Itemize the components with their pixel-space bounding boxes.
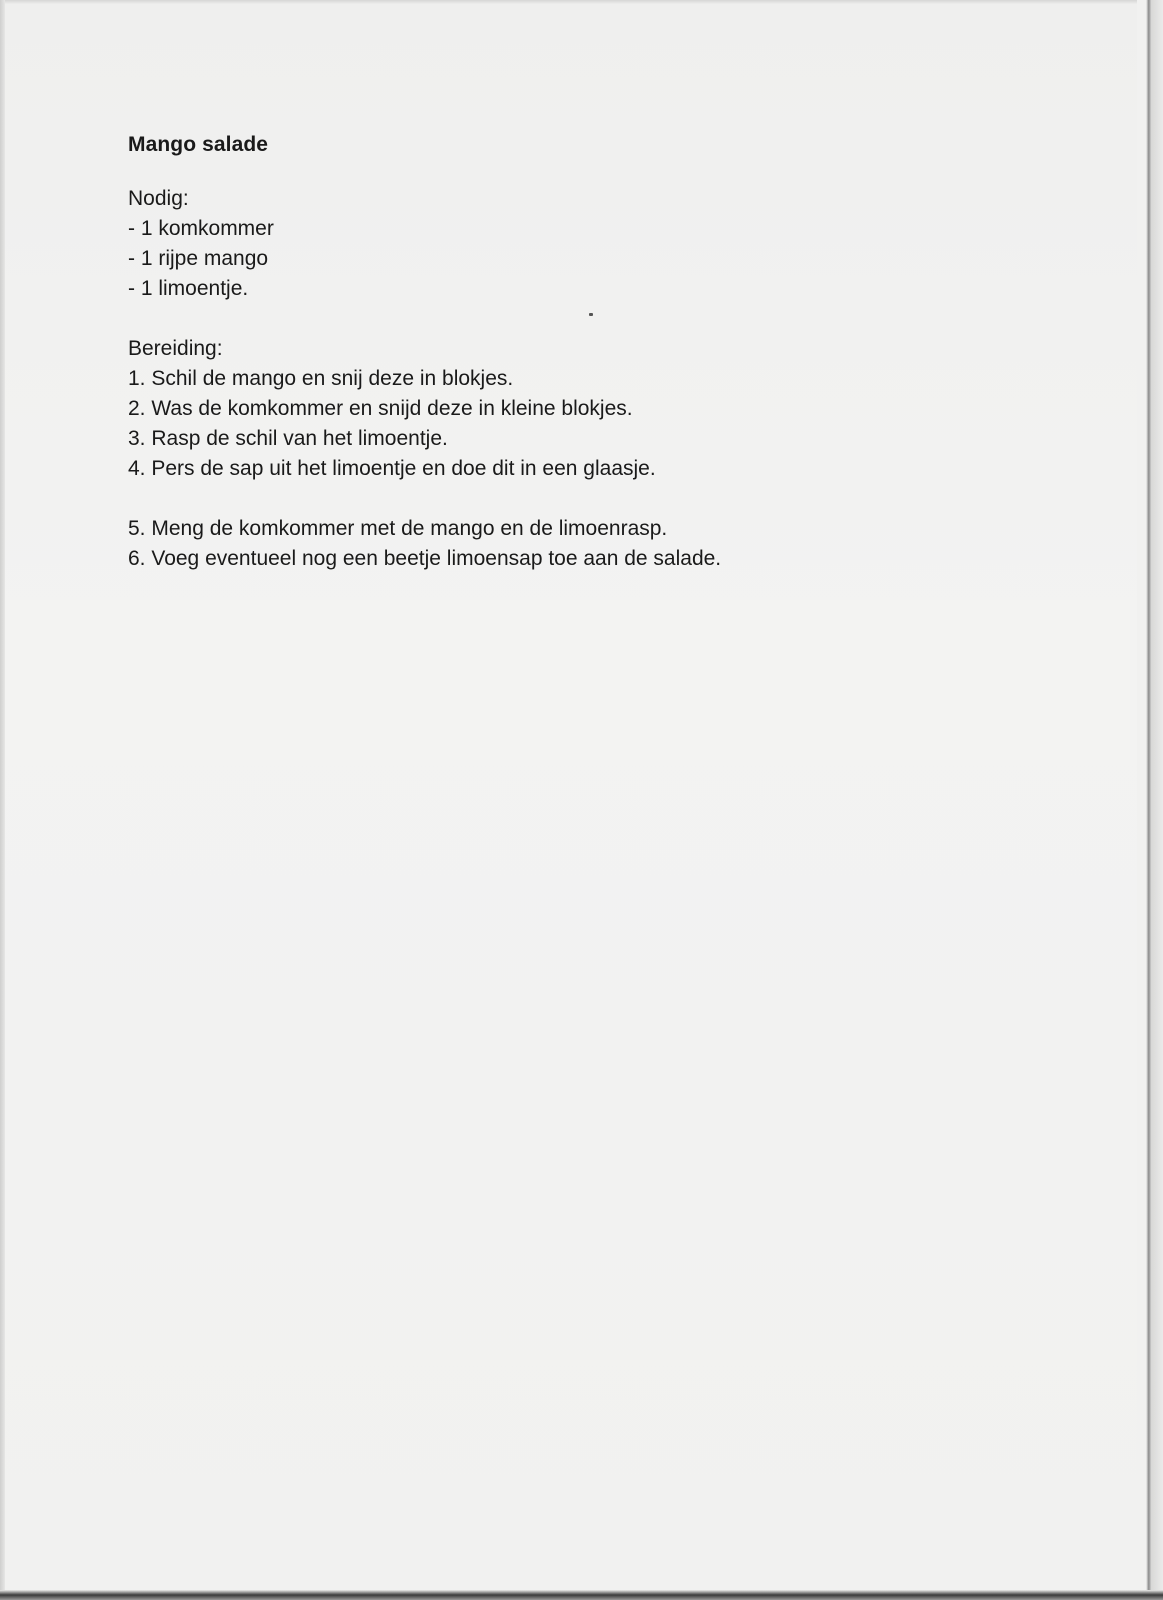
ingredients-section <box>128 184 1028 304</box>
preparation-step: 6. Voeg eventueel nog een beetje limoensap toe aan de salade. <box>128 547 722 570</box>
scan-edge-top <box>0 0 1163 4</box>
recipe-title: Mango salade <box>128 133 269 156</box>
preparation-step: 3. Rasp de schil van het limoentje. <box>128 427 448 450</box>
preparation-step: 2. Was de komkommer en snijd deze in kleine blokjes. <box>128 397 633 420</box>
scan-edge-left <box>0 0 5 1600</box>
preparation-step: 1. Schil de mango en snij deze in blokjes. <box>128 367 514 390</box>
scan-edge-bottom <box>0 1590 1163 1600</box>
ingredient-item: - 1 rijpe mango <box>128 247 269 270</box>
ingredients-label: Nodig: <box>128 187 189 210</box>
step-gap <box>128 484 1028 514</box>
ingredient-item: - 1 komkommer <box>128 217 274 240</box>
scan-edge-right <box>1137 0 1163 1600</box>
ingredient-item: - 1 limoentje. <box>128 277 249 300</box>
preparation-section <box>128 334 1028 574</box>
preparation-label: Bereiding: <box>128 337 223 360</box>
preparation-step: 4. Pers de sap uit het limoentje en doe dit in een glaasje. <box>128 457 656 480</box>
recipe-content <box>128 133 1028 604</box>
preparation-step: 5. Meng de komkommer met de mango en de limoenrasp. <box>128 517 668 540</box>
